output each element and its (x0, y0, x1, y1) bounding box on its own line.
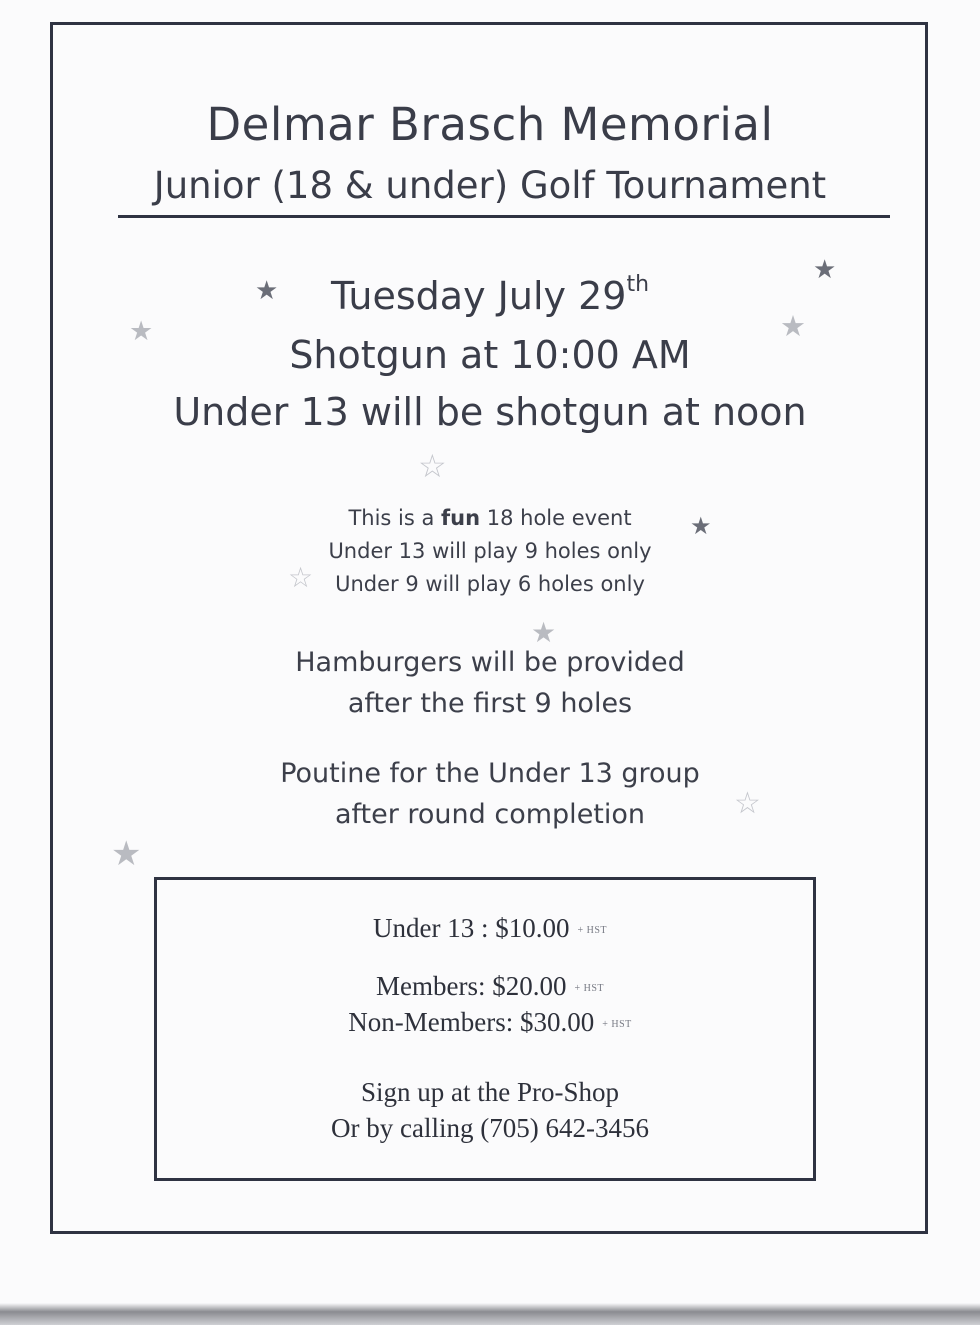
tax-note: + HST (602, 1019, 632, 1030)
star-icon: ★ (111, 834, 142, 874)
star-icon: ★ (690, 512, 712, 540)
price-under13-text: Under 13 : $10.00 (372, 913, 570, 943)
title-underline (118, 215, 890, 218)
hamburgers-line-2: after the first 9 holes (347, 688, 633, 719)
price-non-members-text: Non-Members: $30.00 (348, 1007, 595, 1037)
page-bottom-edge (0, 1303, 980, 1325)
price-members-text: Members: $20.00 (375, 971, 567, 1001)
hamburgers-line-1: Hamburgers will be provided (295, 647, 685, 678)
under13-shotgun-time: Under 13 will be shotgun at noon (173, 390, 807, 434)
event-info-bold: fun (441, 506, 481, 530)
star-outline-icon: ☆ (418, 447, 447, 485)
poutine-line-1: Poutine for the Under 13 group (280, 758, 700, 789)
shotgun-time: Shotgun at 10:00 AM (289, 333, 691, 377)
flyer-subtitle: Junior (18 & under) Golf Tournament (153, 164, 827, 207)
star-icon: ★ (531, 616, 557, 649)
event-info-line-2: Under 13 will play 9 holes only (328, 539, 652, 563)
signup-line-1: Sign up at the Pro-Shop (360, 1077, 619, 1107)
star-outline-icon: ☆ (734, 786, 761, 821)
tax-note: + HST (577, 925, 607, 936)
tax-note: + HST (574, 983, 604, 994)
star-outline-icon: ☆ (288, 561, 314, 594)
event-info-line-1 (0, 506, 980, 530)
price-under13 (0, 913, 980, 944)
star-icon: ★ (129, 316, 154, 347)
star-icon: ★ (813, 255, 837, 285)
flyer-title: Delmar Brasch Memorial (206, 98, 774, 151)
star-icon: ★ (255, 276, 279, 306)
event-info-prefix: This is a (348, 506, 442, 530)
poutine-line-2: after round completion (334, 799, 646, 830)
signup-line-2: Or by calling (705) 642-3456 (331, 1113, 649, 1143)
event-info-line-3: Under 9 will play 6 holes only (335, 572, 645, 596)
price-members (0, 971, 980, 1002)
price-non-members (0, 1007, 980, 1038)
event-info-suffix: 18 hole event (480, 506, 632, 530)
event-date-text: Tuesday July 29 (330, 274, 627, 318)
event-date-suffix: th (626, 272, 650, 297)
star-icon: ★ (780, 309, 806, 343)
